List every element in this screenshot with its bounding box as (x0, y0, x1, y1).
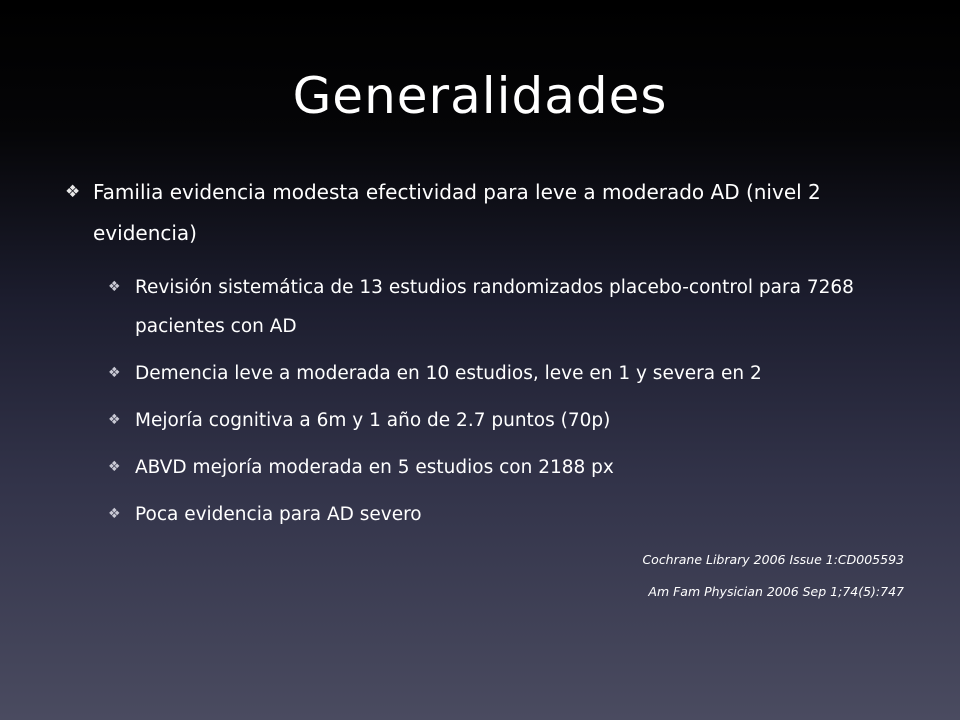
diamond-bullet-icon: ❖ (65, 182, 81, 202)
main-bullet-text: Familia evidencia modesta efectividad para leve a moderado AD (nivel 2 evidencia) (93, 180, 821, 245)
diamond-bullet-icon: ❖ (108, 506, 121, 522)
sub-bullet-text: ABVD mejoría moderada en 5 estudios con 2188 px (135, 457, 614, 478)
sub-bullet-text: Revisión sistemática de 13 estudios randomizados placebo-control para 7268 pacientes con AD (135, 277, 854, 337)
sub-bullet-text: Mejoría cognitiva a 6m y 1 año de 2.7 puntos (70p) (135, 410, 611, 431)
reference-am-fam-physician: Am Fam Physician 2006 Sep 1;74(5):747 (648, 584, 904, 599)
reference-cochrane: Cochrane Library 2006 Issue 1:CD005593 (642, 552, 904, 567)
sub-bullet-text: Demencia leve a moderada en 10 estudios, leve en 1 y severa en 2 (135, 363, 762, 384)
sub-bullet (108, 268, 908, 346)
diamond-bullet-icon: ❖ (108, 412, 121, 428)
sub-bullet-list (108, 268, 908, 542)
diamond-bullet-icon: ❖ (108, 459, 121, 475)
sub-bullet (108, 401, 908, 440)
sub-bullet (108, 354, 908, 393)
sub-bullet (108, 495, 908, 534)
sub-bullet-text: Poca evidencia para AD severo (135, 504, 422, 525)
sub-bullet (108, 448, 908, 487)
diamond-bullet-icon: ❖ (108, 365, 121, 381)
diamond-bullet-icon: ❖ (108, 279, 121, 295)
references (642, 544, 904, 608)
slide-title: Generalidades (292, 67, 668, 125)
main-bullet (65, 172, 895, 254)
